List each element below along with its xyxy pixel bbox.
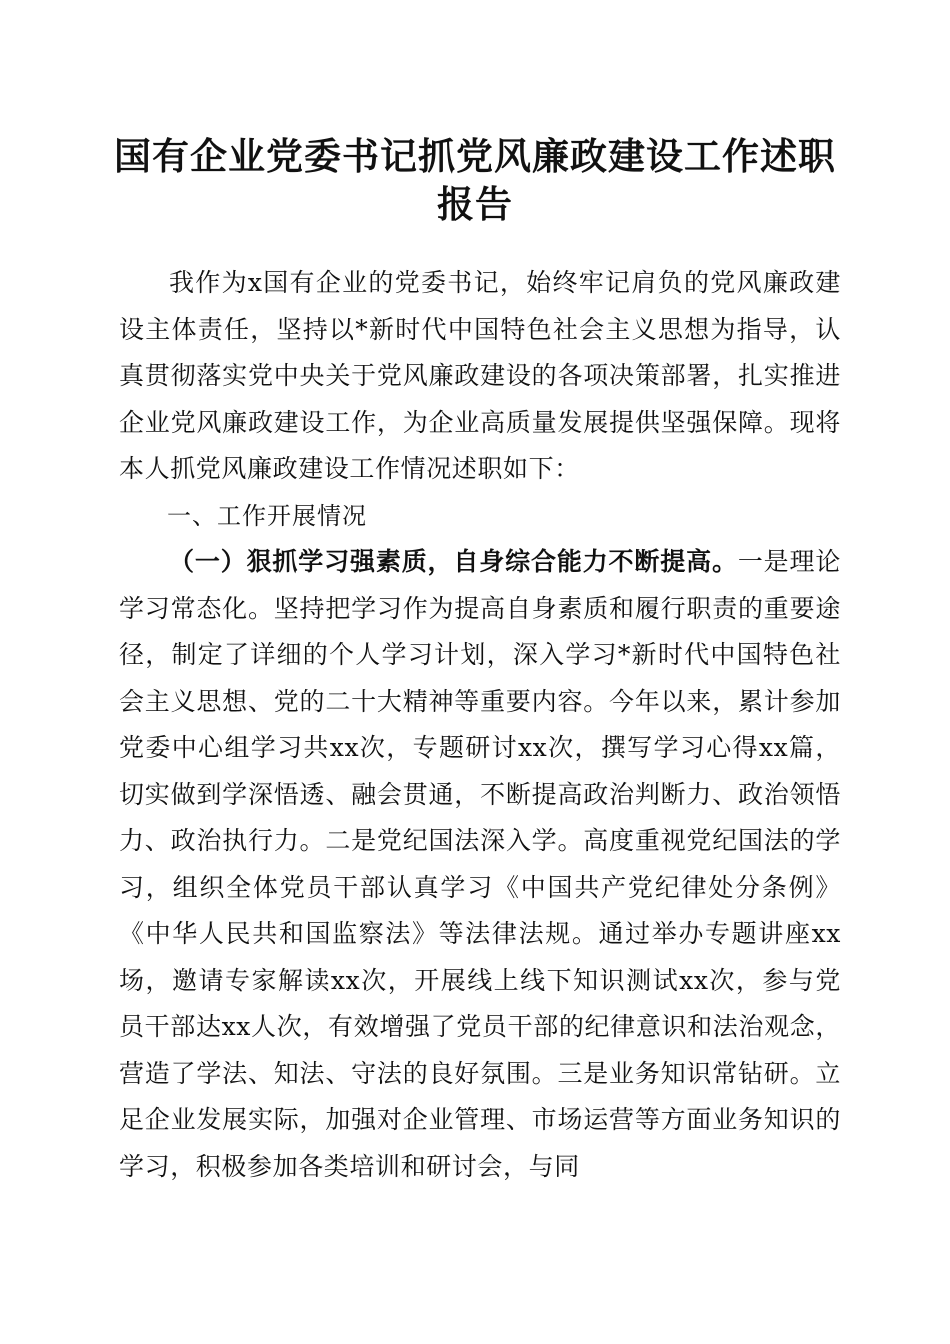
document-body [119, 260, 841, 1190]
subsection-heading: （一）狠抓学习强素质，自身综合能力不断提高。 [169, 547, 738, 576]
subsection-body: 一是理论学习常态化。坚持把学习作为提高自身素质和履行职责的重要途径，制定了详细的个人学习计划，深入学习*新时代中国特色社会主义思想、党的二十大精神等重要内容。今年以来，累计参加党委中心组学习共xx次，专题研讨xx次，撰写学习心得xx篇，切实做到学深悟透、融会贯通，不断提高政治判断力、政治领悟力、政治执行力。二是党纪国法深入学。高度重视党纪国法的学习，组织全体党员干部认真学习《中国共产党纪律处分条例》《中华人民共和国监察法》等法律法规。通过举办专题讲座xx场，邀请专家解读xx次，开展线上线下知识测试xx次，参与党员干部达xx人次，有效增强了党员干部的纪律意识和法治观念，营造了学法、知法、守法的良好氛围。三是业务知识常钻研。立足企业发展实际，加强对企业管理、市场运营等方面业务知识的学习，积极参加各类培训和研讨会，与同 [119, 547, 841, 1181]
section-heading: 一、工作开展情况 [167, 501, 367, 530]
section-paragraph [119, 539, 841, 1190]
document-title: 国有企业党委书记抓党风廉政建设工作述职报告 [114, 134, 836, 226]
intro-paragraph: 我作为x国有企业的党委书记，始终牢记肩负的党风廉政建设主体责任，坚持以*新时代中国特色社会主义思想为指导，认真贯彻落实党中央关于党风廉政建设的各项决策部署，扎实推进企业党风廉政建设工作，为企业高质量发展提供坚强保障。现将本人抓党风廉政建设工作情况述职如下： [119, 268, 841, 483]
